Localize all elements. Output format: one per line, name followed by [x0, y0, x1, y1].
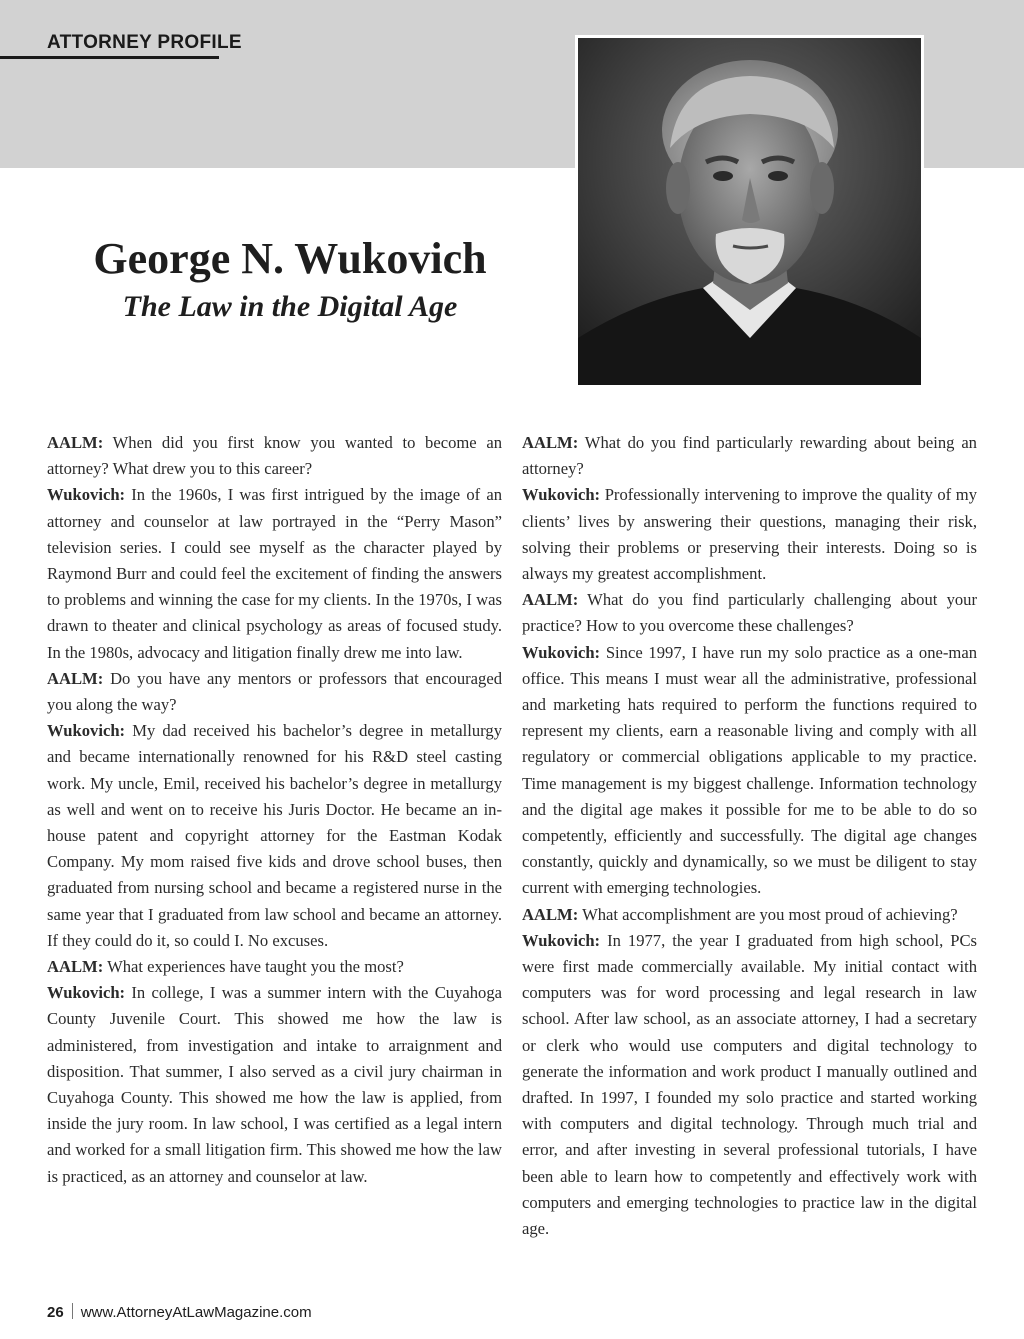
speaker-label: AALM:	[522, 590, 579, 610]
paragraph-text: My dad received his bachelor’s degree in metallurgy and became internationally renowned for his R&D steel casting work. My uncle, Emil, received his bachelor’s degree in metallurgy as well and went on to receive his Juris Doctor. He became an in-house patent and copyright attorney for the Eastman Kodak Company. My mom raised five kids and drove school buses, then graduated from nursing school and became a registered nurse in the same year that I graduated from law school and became an attorney. If they could do it, so could I. No excuses.	[47, 721, 502, 950]
speaker-label: Wukovich:	[47, 721, 126, 741]
speaker-label: Wukovich:	[47, 485, 126, 505]
paragraph-text: Do you have any mentors or professors that encouraged you along the way?	[47, 668, 503, 715]
speaker-label: AALM:	[47, 668, 104, 688]
paragraph-text: In the 1960s, I was first intrigued by the image of an attorney and counselor at law portrayed in the “Perry Mason” television series. I could see myself as the character played by Raymond Burr and could feel the excitement of finding the answers to problems and winning the case for my clients. In the 1970s, I was drawn to theater and clinical psychology as areas of focused study. In the 1980s, advocacy and litigation finally drew me into law.	[47, 485, 502, 662]
paragraph-text: In 1977, the year I graduated from high school, PCs were first made commercially available. My initial contact with computers was for word processing and legal research in law school. After law school, as an associate attorney, I had a secretary or clerk who would use computers and digital technology to generate the information and work product I manually outlined and drafted. In 1997, I founded my solo practice and started working with computers and digital technology. Through much trial and error, and after investing in several professional tutorials, I have been able to learn how to competently and effectively work with computers and emerging technologies to practice law in the digital age.	[522, 930, 977, 1239]
paragraph-text: Since 1997, I have run my solo practice as a one-man office. This means I must wear all the administrative, professional and marketing hats required to perform the functions required to represent my clients, earn a reasonable living and comply with all regulatory or commercial obligations applicable to my practice. Time management is my biggest challenge. Information technology and the digital age makes it possible for me to be able to do so competently, efficiently and successfully. The digital age changes constantly, quickly and dynamically, so we must be diligent to stay current with emerging technologies.	[522, 642, 977, 898]
footer-divider	[72, 1303, 73, 1319]
qa-paragraph	[522, 587, 977, 639]
section-label: ATTORNEY PROFILE	[47, 32, 242, 53]
qa-paragraph	[47, 954, 502, 980]
speaker-label: Wukovich:	[522, 930, 601, 950]
section-underline	[0, 56, 219, 59]
speaker-label: AALM:	[522, 433, 579, 452]
page-footer	[47, 1303, 312, 1321]
right-column	[522, 430, 977, 1242]
website-link[interactable]: www.AttorneyAtLawMagazine.com	[80, 1304, 312, 1321]
qa-paragraph	[522, 902, 977, 928]
qa-paragraph	[522, 482, 977, 587]
left-column	[47, 430, 502, 1190]
speaker-label: Wukovich:	[47, 983, 126, 1003]
speaker-label: Wukovich:	[522, 485, 601, 505]
speaker-label: AALM:	[47, 433, 104, 452]
article-subtitle: The Law in the Digital Age	[122, 290, 458, 323]
qa-paragraph	[522, 640, 977, 902]
profile-name: George N. Wukovich	[93, 234, 487, 283]
qa-paragraph	[47, 430, 502, 482]
paragraph-text: What experiences have taught you the most?	[107, 957, 404, 977]
portrait-photo	[578, 38, 921, 385]
paragraph-text: What do you find particularly rewarding about being an attorney?	[522, 433, 977, 479]
qa-paragraph	[522, 928, 977, 1242]
paragraph-text: What do you find particularly challenging about your practice? How to you overcome these challenges?	[522, 590, 977, 636]
article-title-block	[30, 232, 550, 328]
portrait-frame	[575, 35, 924, 388]
speaker-label: AALM:	[522, 904, 579, 924]
qa-paragraph	[47, 666, 502, 718]
page-number: 26	[47, 1304, 64, 1321]
speaker-label: Wukovich:	[522, 642, 601, 662]
qa-paragraph	[47, 482, 502, 665]
paragraph-text: In college, I was a summer intern with the Cuyahoga County Juvenile Court. This showed me how the law is administered, from investigation and intake to arraignment and disposition. That summer, I also served as a civil jury chairman in Cuyahoga County. This showed me how the law is applied, from inside the jury room. In law school, I was certified as a legal intern and worked for a small litigation firm. This showed me how the law is practiced, as an attorney and counselor at law.	[47, 983, 502, 1186]
qa-paragraph	[522, 430, 977, 482]
qa-paragraph	[47, 718, 502, 954]
paragraph-text: What accomplishment are you most proud of achieving?	[582, 904, 958, 924]
paragraph-text: When did you first know you wanted to become an attorney? What drew you to this career?	[47, 433, 502, 479]
paragraph-text: Professionally intervening to improve the quality of my clients’ lives by answering their questions, managing their risk, solving their problems or preserving their interests. Doing so is always my greatest accomplishment.	[522, 485, 977, 584]
qa-paragraph	[47, 980, 502, 1190]
speaker-label: AALM:	[47, 957, 104, 977]
